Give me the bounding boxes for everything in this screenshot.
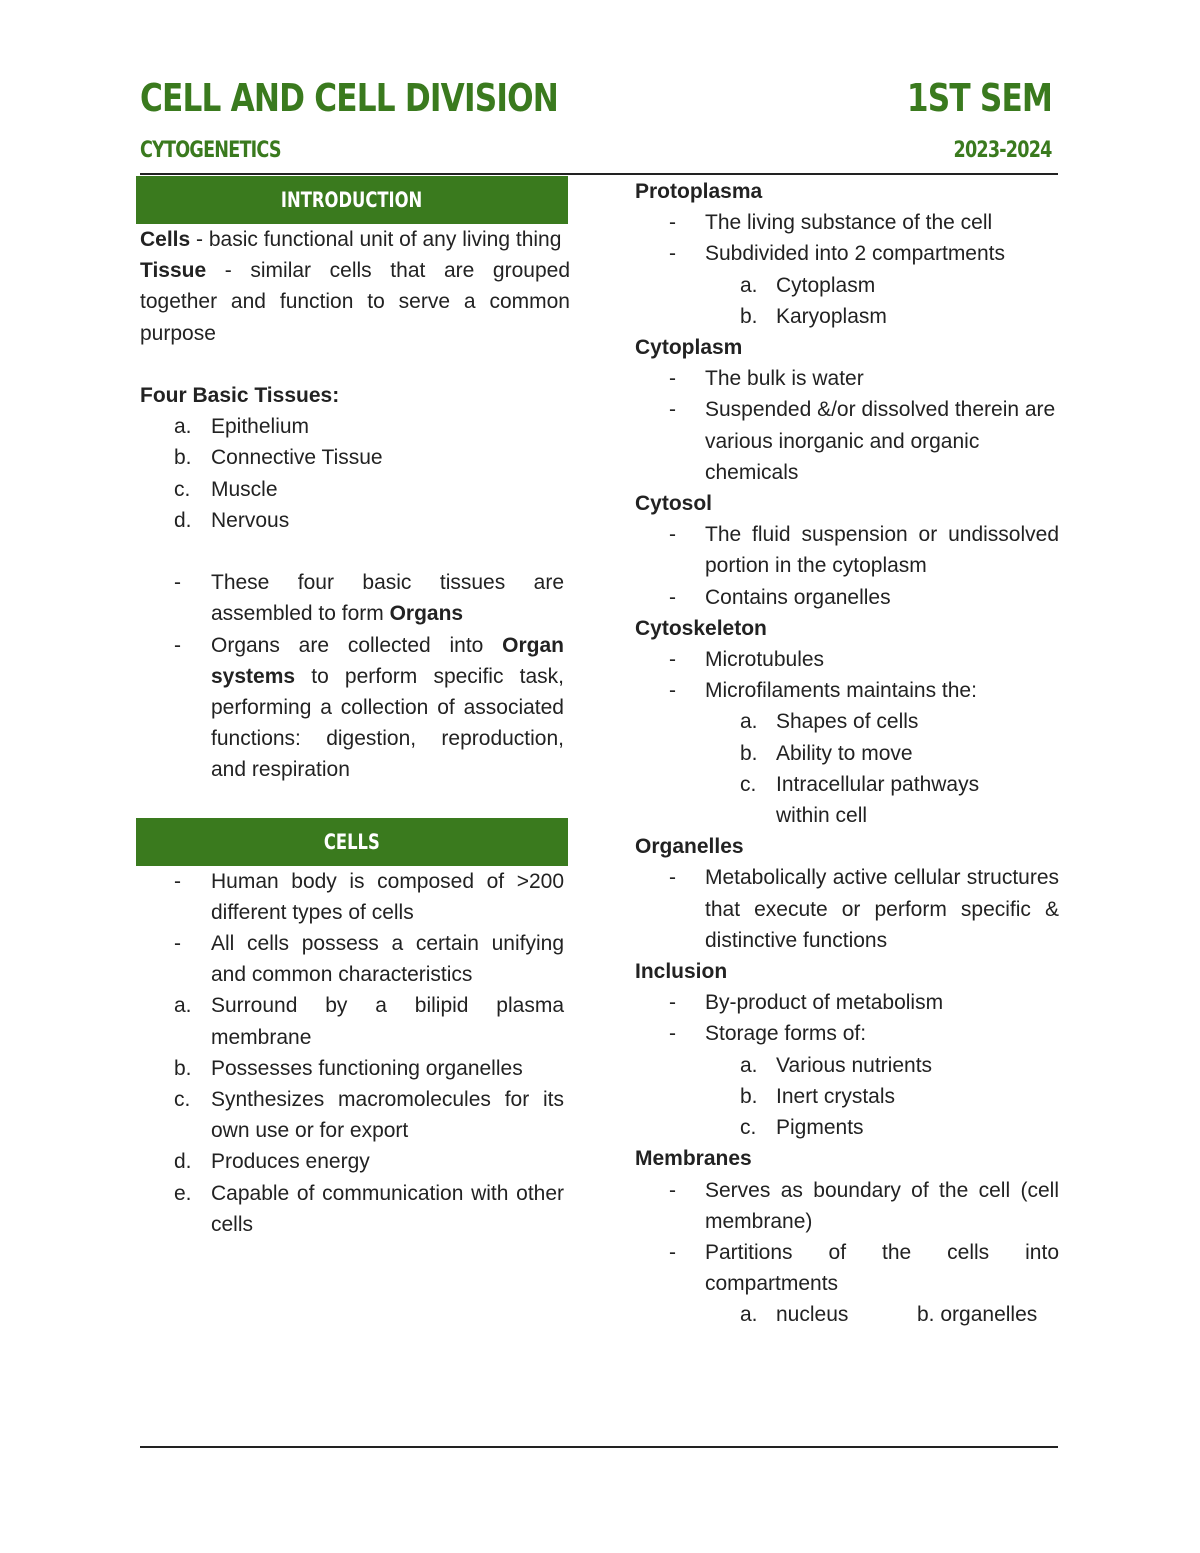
four-tissues-heading: Four Basic Tissues:: [140, 384, 340, 407]
cells-definition: Cells - basic functional unit of any living thing: [140, 228, 562, 251]
document-title: CELL AND CELL DIVISION: [140, 76, 559, 120]
list-item: - Contains organelles: [669, 585, 891, 609]
list-item: b. Possesses functioning organelles: [174, 1056, 523, 1080]
right-column: [635, 176, 1059, 1331]
organ-systems-bullet: - Organs are collected into Organ systems to perform specific task, performing a collection of associated functions: digestion, reproduction, and respiration: [174, 633, 564, 782]
cytoplasm-heading: Cytoplasm: [635, 336, 743, 360]
list-item: a. Various nutrients: [740, 1053, 933, 1077]
organs-bullet: - These four basic tissues are assembled to form Organs: [174, 571, 564, 626]
inclusion-heading: Inclusion: [635, 960, 728, 984]
list-item: a. Surround by a bilipid plasma membrane: [174, 994, 564, 1049]
list-item: - Suspended &/or dissolved therein are various inorganic and organic chemicals: [669, 398, 1056, 484]
list-item: e. Capable of communication with other cells: [174, 1181, 564, 1236]
cytoskeleton-heading: Cytoskeleton: [635, 616, 767, 640]
list-item: - The living substance of the cell: [669, 211, 993, 235]
membranes-heading: Membranes: [635, 1147, 752, 1171]
tissue-definition: Tissue - similar cells that are grouped together and function to serve a common purpose: [140, 259, 570, 345]
list-item: - All cells possess a certain unifying and common characteristics: [174, 932, 564, 987]
list-item: c. Synthesizes macromolecules for its own use or for export: [174, 1088, 564, 1143]
cells-bullets: [140, 866, 570, 991]
list-item: a. nucleus b. organelles: [740, 1303, 1038, 1327]
list-item: c. Intracellular pathways within cell: [740, 772, 980, 828]
list-item: a. Epithelium: [174, 415, 310, 439]
footer-divider: [140, 1446, 1058, 1448]
semester-label: 1ST SEM: [906, 76, 1052, 120]
subject-label: CYTOGENETICS: [140, 138, 281, 163]
list-item: b. Inert crystals: [740, 1084, 896, 1108]
list-item: - Microtubules: [669, 648, 825, 672]
list-item: - Human body is composed of >200 different types of cells: [174, 869, 564, 924]
school-year-label: 2023-2024: [953, 138, 1052, 163]
list-item: c. Muscle: [174, 477, 278, 501]
list-item: - Partitions of the cells into compartments: [669, 1240, 1059, 1296]
list-item: a. Shapes of cells: [740, 710, 919, 734]
header-divider: [140, 173, 1058, 175]
list-item: - The bulk is water: [669, 367, 864, 391]
list-item: - The fluid suspension or undissolved portion in the cytoplasm: [669, 523, 1059, 578]
list-item: b. Karyoplasm: [740, 304, 887, 328]
introduction-banner: INTRODUCTION: [136, 176, 568, 224]
list-item: d. Nervous: [174, 508, 290, 532]
list-item: - Metabolically active cellular structures that execute or perform specific & distinctive functions: [669, 866, 1059, 952]
cells-characteristics-list: [140, 990, 570, 1240]
tissue-list: [140, 411, 570, 536]
cytosol-heading: Cytosol: [635, 492, 713, 516]
left-column: [140, 176, 570, 1240]
list-item: - Serves as boundary of the cell (cell membrane): [669, 1178, 1059, 1233]
list-item: b. Ability to move: [740, 741, 913, 765]
protoplasma-heading: Protoplasma: [635, 180, 763, 203]
list-item: - Subdivided into 2 compartments: [669, 242, 1005, 266]
list-item: a. Cytoplasm: [740, 273, 876, 297]
list-item: - Storage forms of:: [669, 1022, 867, 1046]
list-item: c. Pigments: [740, 1116, 864, 1140]
list-item: b. Connective Tissue: [174, 446, 383, 470]
list-item: d. Produces energy: [174, 1150, 370, 1174]
cells-banner: CELLS: [136, 818, 568, 866]
list-item: - By-product of metabolism: [669, 991, 944, 1015]
organelles-heading: Organelles: [635, 835, 744, 859]
list-item: - Microfilaments maintains the:: [669, 679, 977, 703]
